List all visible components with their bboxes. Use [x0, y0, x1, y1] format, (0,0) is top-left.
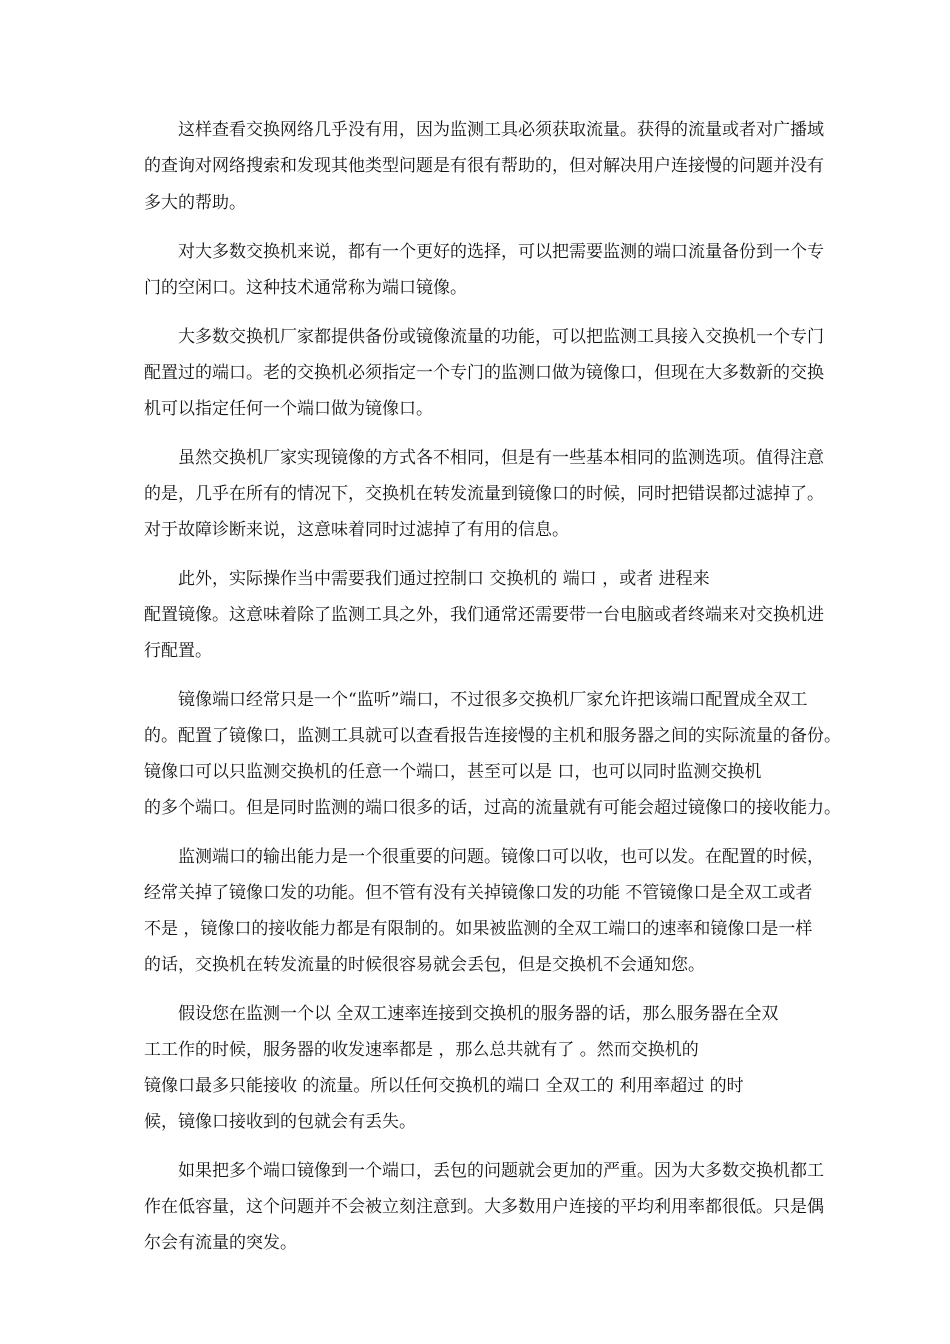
text-line: 的话，交换机在转发流量的时候很容易就会丢包，但是交换机不会通知您。 [144, 955, 705, 975]
text-line: 的查询对网络搜索和发现其他类型问题是有很有帮助的，但对解决用户连接慢的问题并没有 [144, 156, 824, 176]
text-line: 经常关掉了镜像口发的功能。但不管有没有关掉镜像口发的功能 不管镜像口是全双工或者 [144, 883, 813, 903]
text-line: 镜像口最多只能接收 的流量。所以任何交换机的端口 全双工的 利用率超过 的时 [144, 1076, 744, 1096]
text-line: 的是，几乎在所有的情况下，交换机在转发流量到镜像口的时候，同时把错误都过滤掉了。 [144, 484, 824, 504]
text-line: 配置镜像。这意味着除了监测工具之外，我们通常还需要带一台电脑或者终端来对交换机进 [144, 605, 824, 625]
text-line: 虽然交换机厂家实现镜像的方式各不相同，但是有一些基本相同的监测选项。值得注意 [178, 448, 824, 468]
text-line: 的多个端口。但是同时监测的端口很多的话，过高的流量就有可能会超过镜像口的接收能力。 [144, 798, 841, 818]
text-line: 作在低容量，这个问题并不会被立刻注意到。大多数用户连接的平均利用率都很低。只是偶 [144, 1197, 824, 1217]
text-line: 不是 ，镜像口的接收能力都是有限制的。如果被监测的全双工端口的速率和镜像口是一样 [144, 919, 813, 939]
text-line: 行配置。 [144, 641, 212, 661]
text-line: 门的空闲口。这种技术通常称为端口镜像。 [144, 278, 467, 298]
text-line: 镜像端口经常只是一个“监听”端口，不过很多交换机厂家允许把该端口配置成全双工 [178, 690, 808, 710]
text-line: 工工作的时候，服务器的收发速率都是 ，那么总共就有了 。然而交换机的 [144, 1040, 699, 1060]
text-line: 假设您在监测一个以 全双工速率连接到交换机的服务器的话，那么服务器在全双 [178, 1004, 779, 1024]
text-line: 机可以指定任何一个端口做为镜像口。 [144, 399, 433, 419]
text-line: 如果把多个端口镜像到一个端口，丢包的问题就会更加的严重。因为大多数交换机都工 [178, 1161, 824, 1181]
text-line: 镜像口可以只监测交换机的任意一个端口，甚至可以是 口，也可以同时监测交换机 [144, 762, 762, 782]
text-line: 大多数交换机厂家都提供备份或镜像流量的功能，可以把监测工具接入交换机一个专门 [178, 327, 824, 347]
text-line: 对大多数交换机来说，都有一个更好的选择，可以把需要监测的端口流量备份到一个专 [178, 242, 824, 262]
text-line: 这样查看交换网络几乎没有用，因为监测工具必须获取流量。获得的流量或者对广播域 [178, 120, 824, 140]
text-line: 尔会有流量的突发。 [144, 1233, 297, 1253]
text-line: 配置过的端口。老的交换机必须指定一个专门的监测口做为镜像口，但现在大多数新的交换 [144, 363, 824, 383]
text-line: 的。配置了镜像口，监测工具就可以查看报告连接慢的主机和服务器之间的实际流量的备份。 [144, 726, 841, 746]
text-line: 对于故障诊断来说，这意味着同时过滤掉了有用的信息。 [144, 520, 569, 540]
text-line: 监测端口的输出能力是一个很重要的问题。镜像口可以收，也可以发。在配置的时候， [178, 847, 824, 867]
text-line: 候，镜像口接收到的包就会有丢失。 [144, 1112, 416, 1132]
text-line: 多大的帮助。 [144, 193, 246, 213]
text-line: 此外，实际操作当中需要我们通过控制口 交换机的 端口 ，或者 进程来 [178, 569, 710, 589]
